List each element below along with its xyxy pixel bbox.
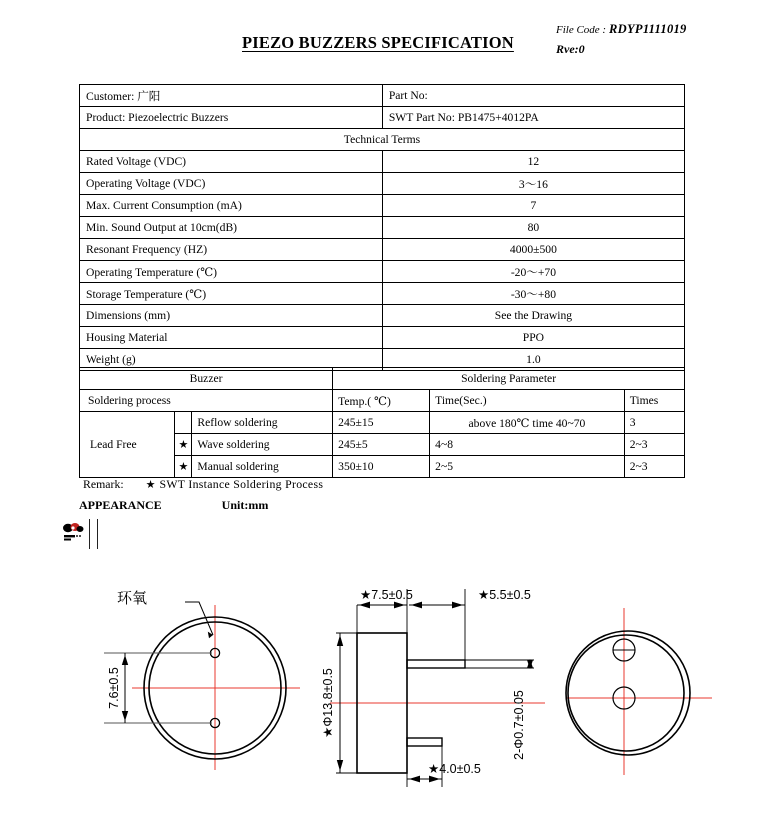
width-arrow-right	[394, 602, 405, 609]
spec-label: Storage Temperature (℃)	[80, 283, 383, 305]
technical-terms-header: Technical Terms	[80, 129, 685, 151]
spec-value: 80	[382, 217, 684, 239]
column-header-time: Time(Sec.)	[430, 390, 625, 412]
table-row-process-header	[80, 390, 685, 412]
soldering-process-label: Soldering process	[80, 390, 333, 412]
table-row	[80, 327, 685, 349]
soldering-temp: 245±5	[333, 434, 430, 456]
soldering-parameter-header: Soldering Parameter	[333, 368, 685, 390]
spec-label: Rated Voltage (VDC)	[80, 151, 383, 173]
front-view-drawing	[104, 589, 300, 770]
pin-upper	[407, 660, 465, 668]
logo-side-bars	[89, 519, 98, 549]
table-row	[80, 151, 685, 173]
soldering-times: 3	[624, 412, 684, 434]
table-row	[80, 261, 685, 283]
spec-value: 4000±500	[382, 239, 684, 261]
spec-label: Housing Material	[80, 327, 383, 349]
star-marker	[175, 412, 192, 434]
spec-label: Max. Current Consumption (mA)	[80, 195, 383, 217]
revision-value: Rve:0	[556, 42, 585, 56]
spec-label: Weight (g)	[80, 349, 383, 371]
part-no-cell: Part No:	[382, 85, 684, 107]
soldering-method: Manual soldering	[192, 456, 333, 478]
product-cell: Product: Piezoelectric Buzzers	[80, 107, 383, 129]
spec-value: 12	[382, 151, 684, 173]
spec-label: Dimensions (mm)	[80, 305, 383, 327]
table-row	[80, 239, 685, 261]
epoxy-label: 环氧	[117, 589, 148, 607]
file-code-value: RDYP1111019	[608, 22, 687, 36]
spec-value: See the Drawing	[382, 305, 684, 327]
page-title: PIEZO BUZZERS SPECIFICATION	[242, 33, 514, 52]
star-icon: ★	[145, 479, 156, 491]
document-header	[0, 0, 757, 78]
table-row	[80, 412, 685, 434]
soldering-method: Wave soldering	[192, 434, 333, 456]
back-housing-inner-circle	[568, 635, 684, 751]
soldering-table-body	[80, 368, 685, 478]
soldering-parameter-table	[79, 367, 685, 478]
spec-value: 7	[382, 195, 684, 217]
appearance-title: APPEARANCE	[79, 498, 162, 512]
soldering-time: 2~5	[430, 456, 625, 478]
table-row	[80, 305, 685, 327]
table-row-buzzer	[80, 368, 685, 390]
table-row	[80, 283, 685, 305]
width-arrow-left	[359, 602, 370, 609]
star-marker: ★	[175, 434, 192, 456]
spec-value: -20～+70	[382, 261, 684, 283]
diameter-arrow-top	[337, 635, 343, 646]
diameter-dimension-label: ★Φ13.8±0.5	[321, 668, 335, 738]
spec-value: 1.0	[382, 349, 684, 371]
specification-table	[79, 84, 685, 371]
soldering-time: 4~8	[430, 434, 625, 456]
lead-free-label: Lead Free	[80, 412, 175, 478]
spec-value: PPO	[382, 327, 684, 349]
appearance-drawings	[0, 575, 757, 820]
pin-offset-arrow-left	[409, 776, 420, 783]
drawing-canvas	[0, 575, 757, 820]
appearance-unit: Unit:mm	[221, 498, 269, 512]
star-marker: ★	[175, 456, 192, 478]
customer-cell: Customer: 广阳	[80, 85, 383, 107]
file-code-label: File Code :	[556, 24, 607, 36]
spec-label: Operating Voltage (VDC)	[80, 173, 383, 195]
diameter-arrow-bottom	[337, 760, 343, 771]
pin-diameter-dimension-label: 2-Φ0.7±0.05	[512, 690, 526, 760]
soldering-times: 2~3	[624, 456, 684, 478]
spec-label: Resonant Frequency (HZ)	[80, 239, 383, 261]
column-header-temp: Temp.( ℃)	[333, 390, 430, 412]
spec-label: Min. Sound Output at 10cm(dB)	[80, 217, 383, 239]
table-row	[80, 217, 685, 239]
appearance-heading	[79, 498, 268, 513]
swt-part-no-cell: SWT Part No: PB1475+4012PA	[382, 107, 684, 129]
soldering-times: 2~3	[624, 434, 684, 456]
pin-spacing-dimension-label: 7.6±0.5	[107, 667, 121, 709]
column-header-times: Times	[624, 390, 684, 412]
file-code-line	[556, 20, 687, 40]
spec-value: -30～+80	[382, 283, 684, 305]
body-width-dimension-label: ★7.5±0.5	[360, 588, 413, 602]
table-row	[80, 195, 685, 217]
scanned-logo-artifact	[62, 521, 86, 547]
file-code-block	[556, 20, 687, 59]
pin-length-dimension-label: ★5.5±0.5	[478, 588, 531, 602]
remark-text: SWT Instance Soldering Process	[159, 477, 324, 491]
pin-offset-arrow-right	[429, 776, 440, 783]
table-row-customer	[80, 85, 685, 107]
soldering-temp: 350±10	[333, 456, 430, 478]
back-view-drawing	[566, 608, 712, 775]
pin-length-arrow-left	[411, 602, 422, 609]
pin-offset-dimension-label: ★4.0±0.5	[428, 762, 481, 776]
soldering-time: above 180℃ time 40~70	[430, 412, 625, 434]
table-row-product	[80, 107, 685, 129]
spec-label: Operating Temperature (℃)	[80, 261, 383, 283]
table-row	[80, 173, 685, 195]
pin-spacing-arrow-top	[122, 655, 128, 665]
soldering-method: Reflow soldering	[192, 412, 333, 434]
pin-length-arrow-right	[452, 602, 463, 609]
soldering-temp: 245±15	[333, 412, 430, 434]
specification-table-body	[80, 85, 685, 371]
table-row-section-title	[80, 129, 685, 151]
remark-label: Remark:	[83, 477, 124, 491]
pin-spacing-arrow-bottom	[122, 711, 128, 721]
side-view-drawing	[321, 588, 545, 787]
pin-lower	[407, 738, 442, 746]
spec-value: 3～16	[382, 173, 684, 195]
remark-line	[83, 477, 323, 492]
buzzer-label: Buzzer	[80, 368, 333, 390]
